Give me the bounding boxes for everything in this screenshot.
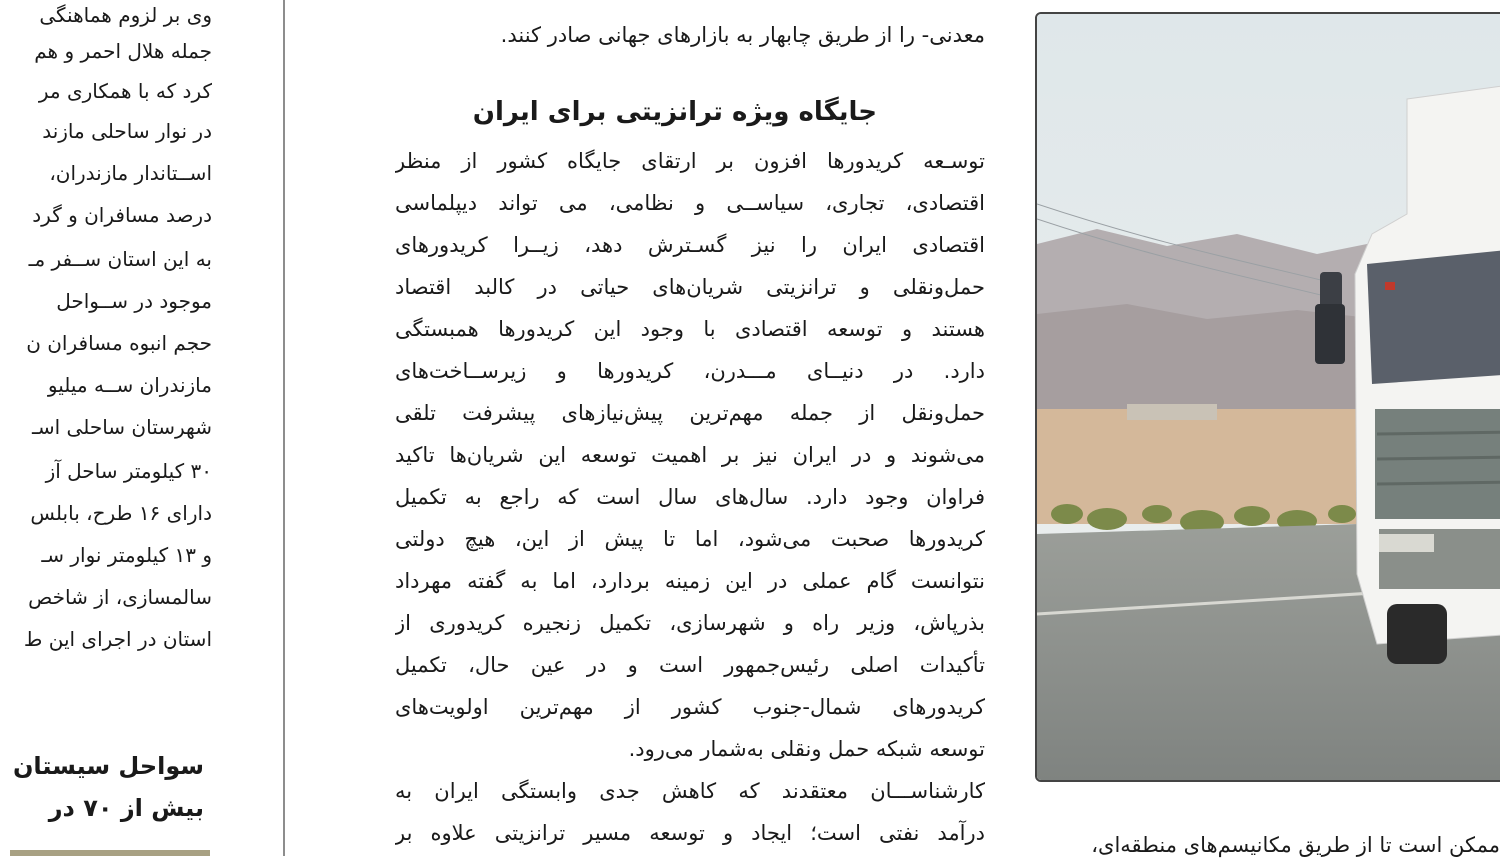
article-headline: جایگاه ویژه ترانزیتی برای ایران [472, 97, 877, 127]
left-column-line: در نوار ساحلی مازند [42, 119, 212, 143]
article-body-line: حمل‌ونقلی و ترانزیتی شریان‌های حیاتی در کالبد اقتصاد [395, 275, 985, 299]
article-column [395, 0, 985, 856]
truck-headlight [1379, 534, 1434, 552]
left-column-line: مازندران ســه میلیو [47, 373, 212, 397]
left-column [0, 0, 212, 856]
article-body-line: دارد. در دنیــای مـــدرن، کریدورها و زیرســاخت‌های [395, 359, 985, 383]
article-body-line: اقتصادی، تجاری، سیاســی و نظامی، می تواند دیپلماسی [395, 191, 985, 215]
left-column-line: به این استان ســفر مـ [28, 247, 212, 271]
left-column-line: استان در اجرای این ط [23, 627, 212, 651]
left-column-line: موجود در ســواحل [56, 289, 212, 313]
truck-light [1385, 282, 1395, 290]
article-body-line: درآمد نفتی است؛ ایجاد و توسعه مسیر ترانزیتی علاوه بر [395, 821, 985, 845]
article-body-line: کریدورها صحبت می‌شود، اما تا پیش از این، هیچ دولتی [395, 527, 985, 551]
left-column-heading-line: سواحل سیستان [12, 752, 204, 780]
left-column-line: کرد که با همکاری مر [38, 79, 212, 103]
truck-wheel [1387, 604, 1447, 664]
left-column-heading-line: بیش از ۷۰ در [48, 794, 204, 822]
left-column-line: وی بر لزوم هماهنگی [39, 3, 212, 27]
article-body-line: کریدورهای شمال-جنوب کشور از مهم‌ترین اولویت‌های [395, 695, 985, 719]
article-body-line: توسعه شبکه حمل ونقلی به‌شمار می‌رود. [628, 737, 985, 761]
left-column-line: دارای ۱۶ طرح، بابلس [30, 501, 212, 525]
left-column-line: شهرستان ساحلی اسـ [32, 415, 212, 439]
left-column-line: ۳۰ کیلومتر ساحل آز [45, 459, 212, 483]
left-column-line: درصد مسافران و گرد [32, 203, 212, 227]
distant-building [1127, 404, 1217, 420]
truck-mirror [1315, 304, 1345, 364]
truck-illustration [1037, 14, 1500, 780]
article-body-line: فراوان وجود دارد. سال‌های سال است که راجع به تکمیل [395, 485, 985, 509]
article-body-line: بذرپاش، وزیر راه و شهرسازی، تکمیل زنجیره کریدوری از [395, 611, 985, 635]
article-body-line: توسـعه کریدورها افزون بر ارتقای جایگاه کشور از منظر [395, 149, 985, 173]
truck-windshield [1367, 249, 1500, 384]
article-body-line: می‌شوند و در ایران نیز بر اهمیت توسعه این شریان‌ها تاکید [395, 443, 985, 467]
left-column-line: اســتاندار مازندران، [49, 161, 212, 185]
truck-photo [1035, 12, 1500, 782]
article-intro-line: معدنی- را از طریق چابهار به بازارهای جهانی صادر کنند. [500, 23, 985, 47]
right-column-text-line: ممکن است تا از طریق مکانیسم‌های منطقه‌ای، [1091, 833, 1500, 857]
article-body-line: کارشناســـان معتقدند که کاهش جدی وابستگی ایران به [395, 779, 985, 803]
article-body-line: تأکیدات اصلی رئیس‌جمهور است و در عین حال، تکمیل [395, 653, 985, 677]
article-body-line: اقتصادی ایران را نیز گسـترش دهد، زیــرا کریدورهای [395, 233, 985, 257]
article-body-line: نتوانست گام عملی در این زمینه بردارد، اما به گفته مهرداد [395, 569, 985, 593]
left-column-line: حجم انبوه مسافران ن [26, 331, 212, 355]
left-column-line: سالمسازی، از شاخص [28, 585, 212, 609]
truck-grille [1375, 409, 1500, 519]
column-divider [283, 0, 285, 856]
article-body-line: هستند و توسعه اقتصادی با وجود این کریدورها همبستگی [395, 317, 985, 341]
left-column-photo-edge [10, 850, 210, 856]
left-column-line: و ۱۳ کیلومتر نوار سـ [41, 543, 212, 567]
article-body-line: حمل‌ونقل از جمله مهم‌ترین پیش‌نیازهای پیشرفت تلقی [395, 401, 985, 425]
left-column-line: جمله هلال احمر و هم [34, 39, 212, 63]
